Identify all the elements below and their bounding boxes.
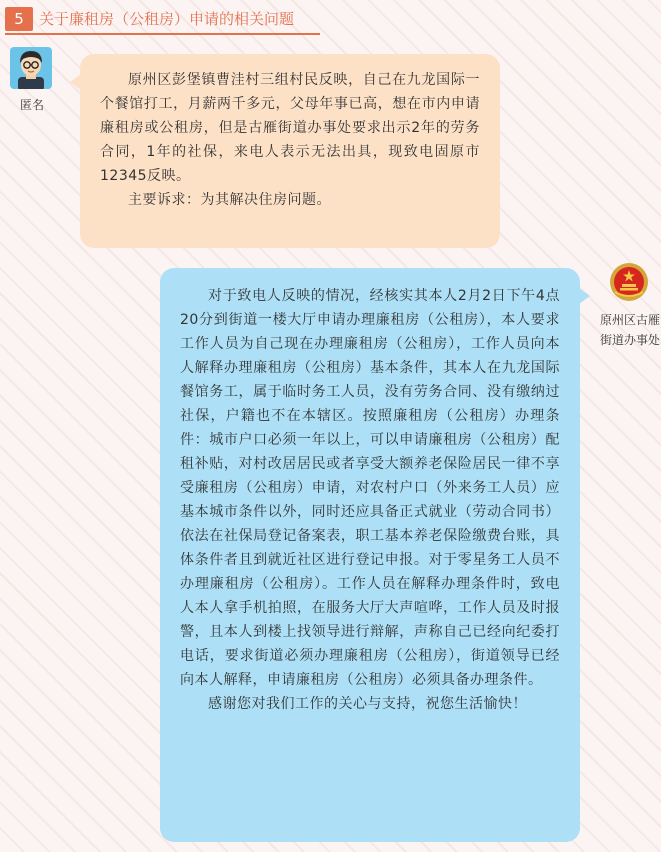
reply-closing: 感谢您对我们工作的关心与支持，祝您生活愉快！ [208,696,527,712]
complaint-author: 匿名 [19,98,44,112]
reply-bubble [160,268,580,842]
user-avatar-icon [10,47,52,89]
section-number-badge: 5 [5,7,33,31]
complaint-bubble [80,54,500,248]
national-emblem-icon [609,262,649,302]
complaint-request: 主要诉求：为其解决住房问题。 [128,192,331,208]
section-title: 关于廉租房（公租房）申请的相关问题 [39,10,295,28]
reply-paragraph: 对于致电人反映的情况，经核实其本人2月2日下午4点20分到街道一楼大厅申请办理廉租房（公租房），本人要求工作人员为自己现在办理廉租房（公租房），工作人员向本人解释办理廉租房（公租房）基本条件，其本人在九龙国际餐馆务工，属于临时务工人员，没有劳务合同、没有缴纳过社保，户籍也不在本辖区。按照廉租房（公租房）办理条件：城市户口必须一年以上，可以申请廉租房（公租房）配租补贴，对村改居居民或者享受大额养老保险居民一律不享受廉租房（公租房）申请，对农村户口（外来务工人员）应基本城市条件以外，同时还应具备正式就业（劳动合同书）依法在社保局登记备案表，职工基本养老保险缴费台账，具体条件者且到就近社区进行登记申报。对于零星务工人员不办理廉租房（公租房）。工作人员在解释办理条件时，致电人本人拿手机拍照，在服务大厅大声喧哗，工作人员及时报警，且本人到楼上找领导进行辩解，声称自己已经向纪委打电话，要求街道必须办理廉租房（公租房），街道领导已经向本人解释，申请廉租房（公租房）必须具备办理条件。 [180,288,560,688]
section-header [5,5,320,35]
reply-author: 原州区古雁街道办事处 [600,313,661,347]
complaint-paragraph: 原州区彭堡镇曹洼村三组村民反映，自己在九龙国际一个餐馆打工，月薪两千多元，父母年事已高，想在市内申请廉租房或公租房，但是古雁街道办事处要求出示2年的劳务合同，1年的社保，来电人表示无法出具，现致电固原市12345反映。 [100,72,480,184]
